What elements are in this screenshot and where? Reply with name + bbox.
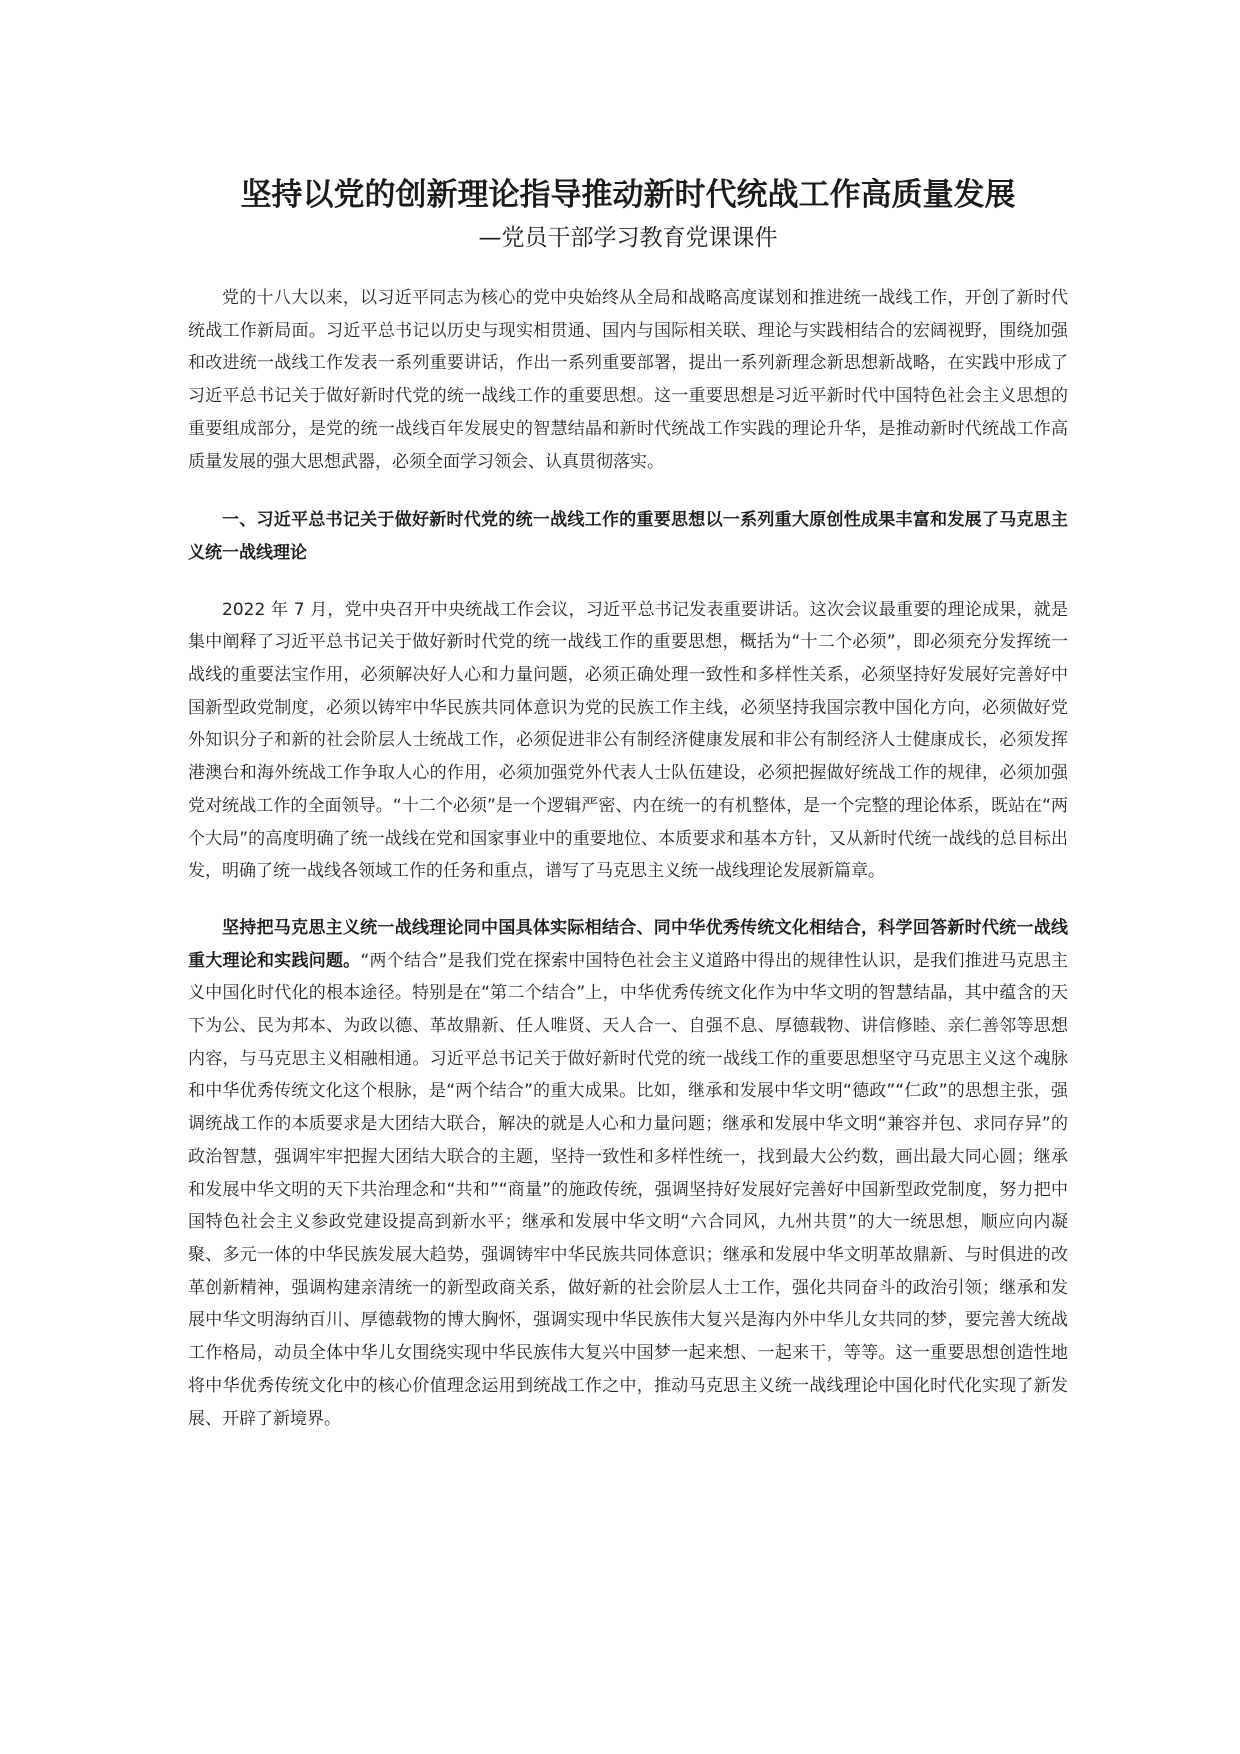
intro-paragraph: 党的十八大以来，以习近平同志为核心的党中央始终从全局和战略高度谋划和推进统一战线工作，开创了新时代统战工作新局面。习近平总书记以历史与现实相贯通、国内与国际相关联、理论与实践相结合的宏阔视野，围绕加强和改进统一战线工作发表一系列重要讲话，作出一系列重要部署，提出一系列新理念新思想新战略，在实践中形成了习近平总书记关于做好新时代党的统一战线工作的重要思想。这一重要思想是习近平新时代中国特色社会主义思想的重要组成部分，是党的统一战线百年发展史的智慧结晶和新时代统战工作实践的理论升华，是推动新时代统战工作高质量发展的强大思想武器，必须全面学习领会、认真贯彻落实。 [188,288,1068,472]
body-paragraph-2 [188,912,1068,1435]
document-page [188,172,1068,1435]
paragraph-body-text: “两个结合”是我们党在探索中国特色社会主义道路中得出的规律性认识，是我们推进马克思主义中国化时代化的根本途径。特别是在“第二个结合”上，中华优秀传统文化作为中华文明的智慧结晶，其中蕴含的天下为公、民为邦本、为政以德、革故鼎新、任人唯贤、天人合一、自强不息、厚德载物、讲信修睦、亲仁善邻等思想内容，与马克思主义相融相通。习近平总书记关于做好新时代党的统一战线工作的重要思想坚守马克思主义这个魂脉和中华优秀传统文化这个根脉，是“两个结合”的重大成果。比如，继承和发展中华文明“德政”“仁政”的思想主张，强调统战工作的本质要求是大团结大联合，解决的就是人心和力量问题；继承和发展中华文明“兼容并包、求同存异”的政治智慧，强调牢牢把握大团结大联合的主题，坚持一致性和多样性统一，找到最大公约数，画出最大同心圆；继承和发展中华文明的天下共治理念和“共和”“商量”的施政传统，强调坚持好发展好完善好中国新型政党制度，努力把中国特色社会主义参政党建设提高到新水平；继承和发展中华文明“六合同风，九州共贯”的大一统思想，顺应向内凝聚、多元一体的中华民族发展大趋势，强调铸牢中华民族共同体意识；继承和发展中华文明革故鼎新、与时俱进的改革创新精神，强调构建亲清统一的新型政商关系，做好新的社会阶层人士工作，强化共同奋斗的政治引领；继承和发展中华文明海纳百川、厚德载物的博大胸怀，强调实现中华民族伟大复兴是海内外中华儿女共同的梦，要完善大统战工作格局，动员全体中华儿女围绕实现中华民族伟大复兴中国梦一起来想、一起来干，等等。这一重要思想创造性地将中华优秀传统文化中的核心价值理念运用到统战工作之中，推动马克思主义统一战线理论中国化时代化实现了新发展、开辟了新境界。 [188,950,1068,1429]
section-heading: 一、习近平总书记关于做好新时代党的统一战线工作的重要思想以一系列重大原创性成果丰富和发展了马克思主义统一战线理论 [188,510,1068,563]
paragraph-lead-sentence: 坚持把马克思主义统一战线理论同中国具体实际相结合、同中华优秀传统文化相结合，科学回答新时代统一战线重大理论和实践问题。 [188,917,1068,971]
document-title: 坚持以党的创新理论指导推动新时代统战工作高质量发展 [240,177,1016,213]
body-paragraph: 2022 年 7 月，党中央召开中央统战工作会议，习近平总书记发表重要讲话。这次会议最重要的理论成果，就是集中阐释了习近平总书记关于做好新时代党的统一战线工作的重要思想，概括为“十二个必须”，即必须充分发挥统一战线的重要法宝作用，必须解决好人心和力量问题，必须正确处理一致性和多样性关系，必须坚持好发展好完善好中国新型政党制度，必须以铸牢中华民族共同体意识为党的民族工作主线，必须坚持我国宗教中国化方向，必须做好党外知识分子和新的社会阶层人士统战工作，必须促进非公有制经济健康发展和非公有制经济人士健康成长，必须发挥港澳台和海外统战工作争取人心的作用，必须加强党外代表人士队伍建设，必须把握做好统战工作的规律，必须加强党对统战工作的全面领导。“十二个必须”是一个逻辑严密、内在统一的有机整体，是一个完整的理论体系，既站在“两个大局”的高度明确了统一战线在党和国家事业中的重要地位、本质要求和基本方针，又从新时代统一战线的总目标出发，明确了统一战线各领域工作的任务和重点，谱写了马克思主义统一战线理论发展新篇章。 [188,599,1068,882]
document-subtitle: —党员干部学习教育党课课件 [478,225,778,251]
